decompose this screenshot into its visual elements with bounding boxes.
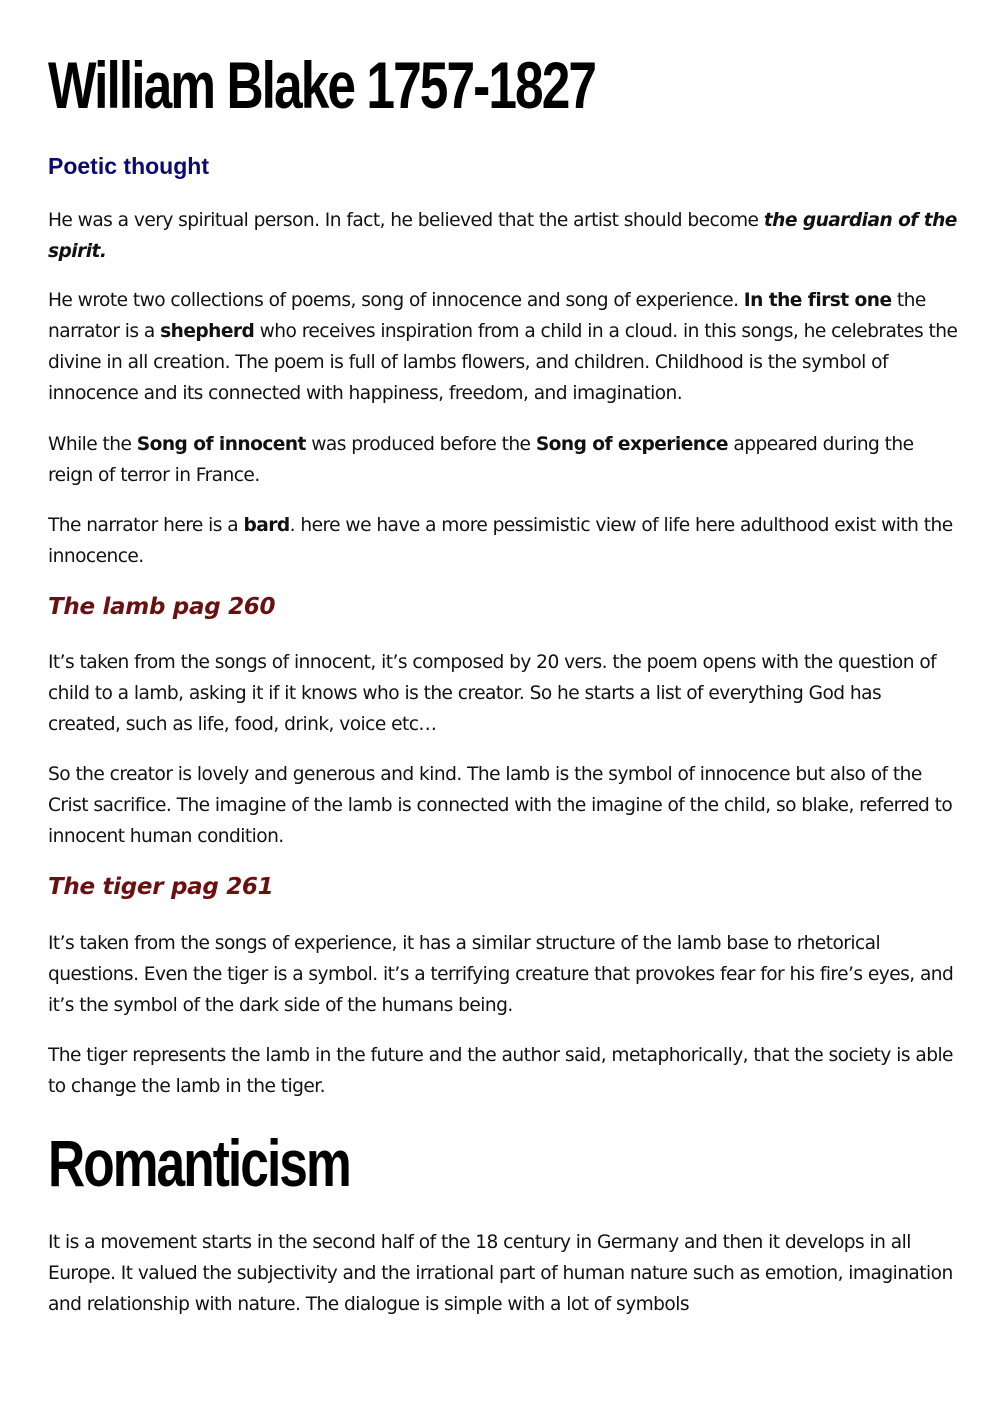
- paragraph-text: He was a very spiritual person. In fact, he believed that the artist should become: [48, 210, 764, 231]
- bold-text: shepherd: [160, 321, 255, 342]
- paragraph-text: appeared during the reign of terror in France.: [48, 434, 914, 486]
- paragraph-text: was produced before the: [305, 434, 536, 455]
- paragraph-text: The narrator here is a: [48, 515, 244, 536]
- paragraph-bard: [48, 510, 958, 572]
- page-title: William Blake 1757-1827: [48, 48, 596, 122]
- section-heading-poetic-thought: Poetic thought: [48, 153, 209, 179]
- emphasis-text: the guardian of the spirit.: [48, 210, 957, 262]
- paragraph-text: While the: [48, 434, 137, 455]
- paragraph-tiger-1: It’s taken from the songs of experience, it has a similar structure of the lamb base to rhetorical questions. Even the tiger is a symbol. it’s a terrifying creature that provokes fear for his fire’s eyes, and it’s the symbol of the dark side of the humans being.: [48, 933, 954, 1016]
- paragraph-lamb-1: It’s taken from the songs of innocent, it’s composed by 20 vers. the poem opens with the question of child to a lamb, asking it if it knows who is the creator. So he starts a list of everything God has created, such as life, food, drink, voice etc…: [48, 652, 937, 735]
- paragraph-text: He wrote two collections of poems, song of innocence and song of experience.: [48, 290, 744, 311]
- bold-text: Song of experience: [535, 434, 728, 455]
- bold-text: In the first one: [743, 290, 892, 311]
- paragraph-spiritual: [48, 205, 958, 267]
- paragraph-songs-order: [48, 429, 958, 491]
- bold-text: bard: [243, 515, 290, 536]
- paragraph-romanticism: It is a movement starts in the second half of the 18 century in Germany and then it develops in all Europe. It valued the subjectivity and the irrational part of human nature such as emotion, imagination and relationship with nature. The dialogue is simple with a lot of symbols: [48, 1232, 953, 1315]
- paragraph-text: . here we have a more pessimistic view of life here adulthood exist with the innocence.: [48, 515, 953, 567]
- paragraph-lamb-2: So the creator is lovely and generous and kind. The lamb is the symbol of innocence but also of the Crist sacrifice. The imagine of the lamb is connected with the imagine of the child, so blake, referred to innocent human condition.: [48, 764, 953, 847]
- paragraph-text: who receives inspiration from a child in a cloud. in this songs, he celebrates the divine in all creation. The poem is full of lambs flowers, and children. Childhood is the symbol of innocence and its connected with happiness, freedom, and imagination.: [48, 321, 958, 404]
- section-heading-tiger: The tiger pag 261: [48, 874, 274, 900]
- section-title-romanticism: Romanticism: [48, 1126, 350, 1200]
- paragraph-text: the narrator is a: [48, 290, 926, 342]
- bold-text: Song of innocent: [136, 434, 306, 455]
- paragraph-collections: [48, 285, 958, 409]
- section-heading-lamb: The lamb pag 260: [48, 594, 276, 620]
- paragraph-tiger-2: The tiger represents the lamb in the future and the author said, metaphorically, that the society is able to change the lamb in the tiger.: [48, 1045, 953, 1097]
